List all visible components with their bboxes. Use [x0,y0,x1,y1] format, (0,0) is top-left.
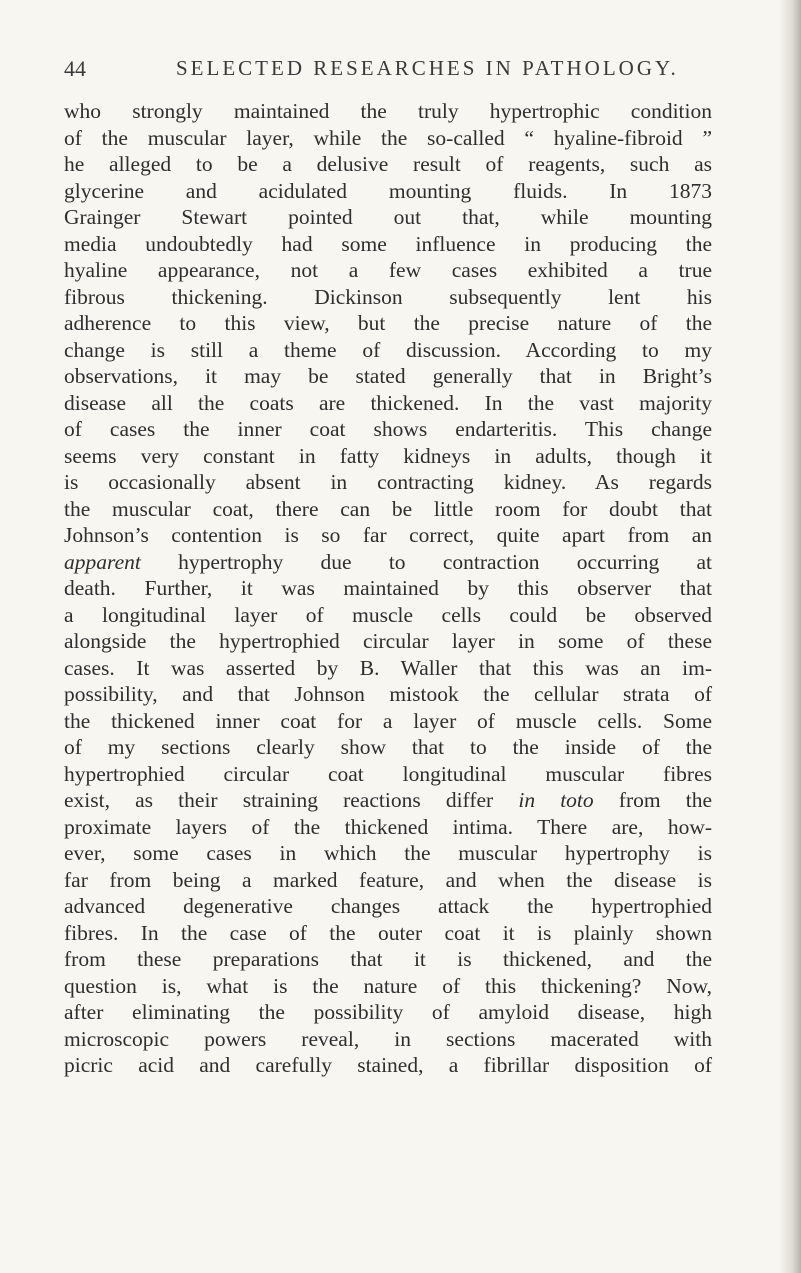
text-line: Grainger Stewart pointed out that, while mounting [64,205,712,229]
text-line: ever, some cases in which the muscular hypertrophy is [64,841,712,865]
text-line: of my sections clearly show that to the inside of the [64,735,712,759]
text-line: hyaline appearance, not a few cases exhibited a true [64,258,712,282]
text-line: question is, what is the nature of this thickening? Now, [64,973,712,998]
page-edge-shadow [779,0,801,1273]
text-line: death. Further, it was maintained by this observer that [64,576,712,600]
italic-text: in toto [518,788,594,812]
text-line: a longitudinal layer of muscle cells could be observed [64,602,712,627]
text-line: glycerine and acidulated mounting fluids. In 1873 [64,178,712,203]
text-line: is occasionally absent in contracting kidney. As regards [64,470,712,494]
text-line: who strongly maintained the truly hypertrophic condition [64,99,712,123]
text-line: media undoubtedly had some influence in producing the [64,231,712,256]
text-line: proximate layers of the thickened intima. There are, how- [64,814,712,839]
running-head: SELECTED RESEARCHES IN PATHOLOGY. [176,56,679,80]
body-text [64,98,712,1079]
text-line: of the muscular layer, while the so-called “ hyaline-fibroid ” [64,125,712,150]
text-line: microscopic powers reveal, in sections macerated with [64,1026,712,1051]
text-line: after eliminating the possibility of amyloid disease, high [64,1000,712,1024]
text-line: Johnson’s contention is so far correct, quite apart from an [64,523,712,547]
text-line: he alleged to be a delusive result of reagents, such as [64,152,712,176]
text-line: of cases the inner coat shows endarteritis. This change [64,417,712,441]
text-line: cases. It was asserted by B. Waller that this was an im- [64,655,712,680]
italic-text: apparent [64,549,141,574]
text-line-italic-apparent: apparent hypertrophy due to contraction occurring at [64,549,712,574]
text-line: alongside the hypertrophied circular layer in some of these [64,629,712,653]
text-line: disease all the coats are thickened. In the vast majority [64,390,712,415]
text-line: observations, it may be stated generally that in Bright’s [64,364,712,388]
text-line: seems very constant in fatty kidneys in adults, though it [64,443,712,468]
text-line: fibrous thickening. Dickinson subsequently lent his [64,284,712,309]
text-line-italic-in-toto: exist, as their straining reactions differ in toto from the [64,788,712,812]
text-line: the muscular coat, there can be little room for doubt that [64,496,712,521]
text-line: picric acid and carefully stained, a fibrillar disposition of [64,1053,712,1077]
text-line: the thickened inner coat for a layer of muscle cells. Some [64,708,712,733]
page-header [64,56,714,84]
text-line: possibility, and that Johnson mistook the cellular strata of [64,682,712,706]
text-line: change is still a theme of discussion. According to my [64,337,712,362]
text-line: from these preparations that it is thickened, and the [64,947,712,971]
text-line: hypertrophied circular coat longitudinal muscular fibres [64,761,712,786]
text-line: far from being a marked feature, and when the disease is [64,867,712,892]
page-number: 44 [64,56,86,81]
text-line: adherence to this view, but the precise nature of the [64,311,712,335]
text-line: fibres. In the case of the outer coat it is plainly shown [64,920,712,945]
text-line: advanced degenerative changes attack the hypertrophied [64,894,712,918]
